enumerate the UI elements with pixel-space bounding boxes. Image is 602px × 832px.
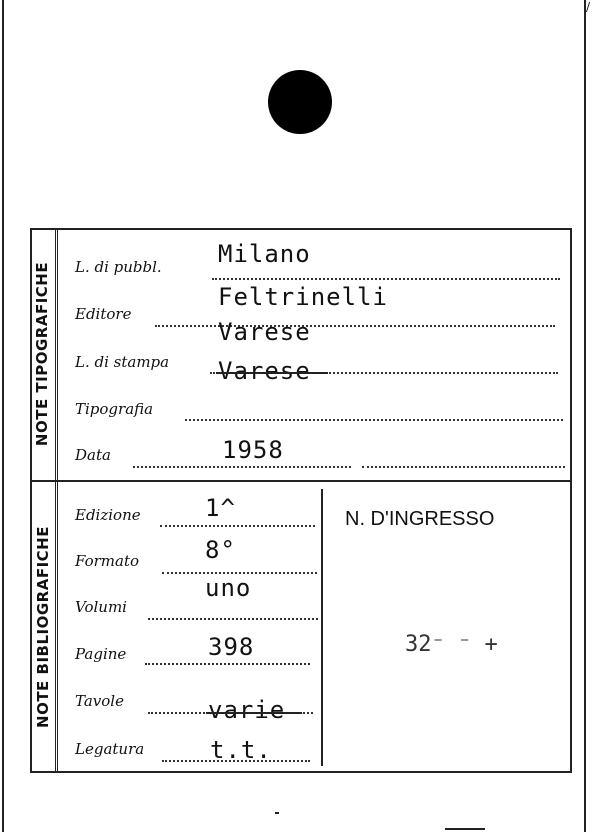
- date-label: Data: [75, 446, 111, 464]
- date-line-2: [362, 466, 565, 468]
- print-place-strike: [216, 372, 328, 374]
- publisher-label: Editore: [75, 305, 132, 323]
- volumes-value: uno: [205, 574, 252, 602]
- section-divider: [30, 480, 572, 482]
- date-value: 1958: [222, 436, 284, 464]
- pages-line: [145, 663, 310, 665]
- bibliographic-side-band: [30, 481, 58, 773]
- bottom-smudge: [445, 828, 485, 830]
- binding-label: Legatura: [75, 740, 145, 758]
- format-label: Formato: [75, 552, 140, 570]
- binding-value: t.t.: [210, 736, 272, 764]
- pages-label: Pagine: [75, 645, 127, 663]
- plates-strike: [206, 712, 302, 714]
- place-value: Milano: [218, 240, 311, 268]
- plates-value: varie: [208, 696, 286, 724]
- section-label-bibliographic: NOTE BIBLIOGRAFICHE: [33, 526, 52, 728]
- corner-mark: /: [586, 0, 591, 14]
- printer-line: [185, 419, 563, 421]
- typographic-side-band: [30, 228, 58, 480]
- speck: [275, 812, 279, 814]
- print-place-label: L. di stampa: [75, 353, 170, 371]
- bibliographic-column-divider: [321, 489, 323, 766]
- edition-label: Edizione: [75, 506, 141, 524]
- edition-line: [160, 525, 315, 527]
- publisher-value: Feltrinelli: [218, 283, 388, 311]
- place-line: [212, 278, 560, 280]
- section-label-typographic: NOTE TIPOGRAFICHE: [33, 261, 52, 447]
- date-line-1: [133, 466, 351, 468]
- volumes-line: [148, 618, 318, 620]
- print-place-value: Varese: [218, 357, 311, 385]
- ingresso-number: 32⁻ ⁻ +: [405, 632, 498, 657]
- volumes-label: Volumi: [75, 598, 127, 616]
- publisher-line: [155, 325, 555, 327]
- punch-hole: [268, 70, 332, 134]
- place-label: L. di pubbl.: [75, 258, 162, 276]
- edition-value: 1^: [205, 494, 236, 522]
- ingresso-label: N. D'INGRESSO: [345, 508, 495, 530]
- format-value: 8°: [205, 536, 236, 564]
- plates-label: Tavole: [75, 692, 124, 710]
- printer-label: Tipografia: [75, 400, 154, 418]
- pages-value: 398: [208, 633, 255, 661]
- publisher-value-overtyped: Varese: [218, 318, 311, 346]
